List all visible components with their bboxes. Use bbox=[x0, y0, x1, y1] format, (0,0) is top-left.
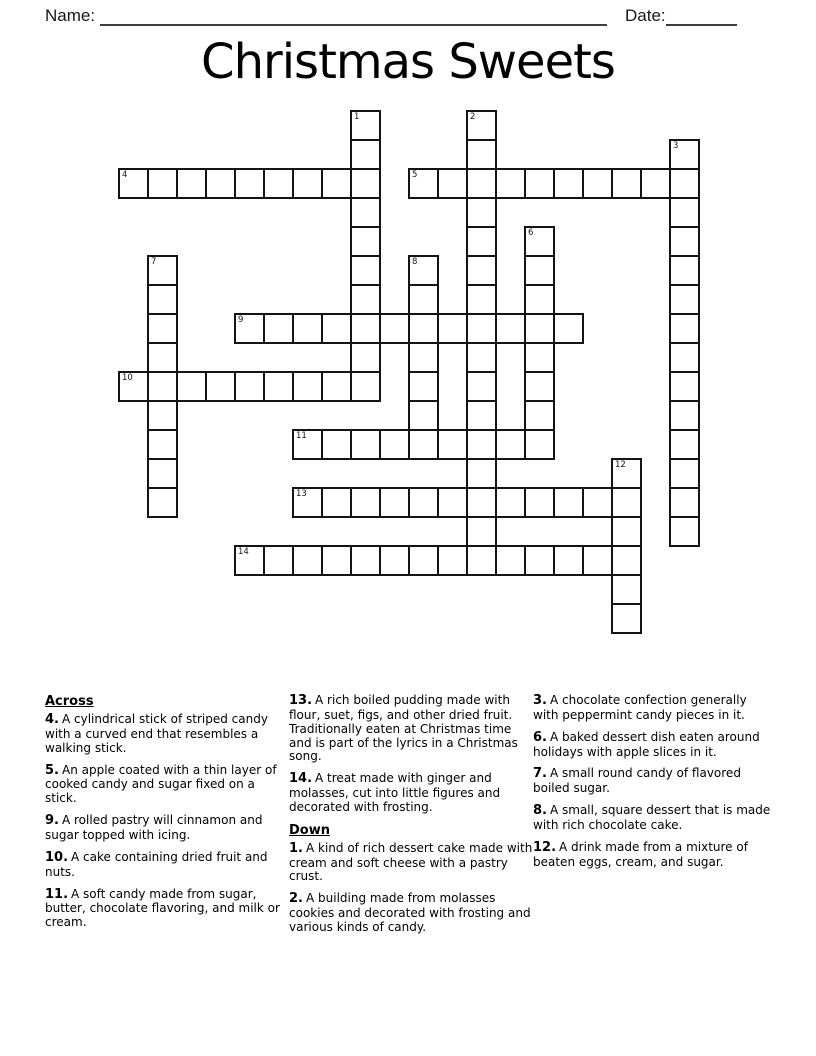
clue-down-1 bbox=[289, 842, 533, 885]
cell-number: 10 bbox=[122, 373, 133, 383]
grid-cell[interactable] bbox=[234, 168, 265, 199]
grid-cell[interactable] bbox=[350, 255, 381, 286]
grid-cell[interactable] bbox=[350, 168, 381, 199]
grid-cell[interactable] bbox=[321, 168, 352, 199]
name-blank-line bbox=[100, 4, 607, 26]
grid-cell[interactable] bbox=[408, 487, 439, 518]
grid-cell[interactable] bbox=[669, 487, 700, 518]
clue-text: A building made from molasses cookies and decorated with frosting and various kinds of candy. bbox=[289, 891, 531, 934]
grid-cell[interactable] bbox=[437, 313, 468, 344]
grid-cell[interactable] bbox=[466, 139, 497, 170]
clue-down-6 bbox=[533, 731, 771, 760]
grid-cell[interactable] bbox=[292, 429, 323, 460]
grid-cell[interactable] bbox=[408, 284, 439, 315]
clue-text: A rich boiled pudding made with flour, suet, figs, and other dried fruit. Traditionally eaten at Christmas time and is part of the lyrics in a Christmas song. bbox=[289, 693, 518, 764]
grid-cell[interactable] bbox=[292, 371, 323, 402]
clue-number: 14. bbox=[289, 771, 313, 787]
grid-cell[interactable] bbox=[669, 342, 700, 373]
grid-cell[interactable] bbox=[292, 545, 323, 576]
grid-cell[interactable] bbox=[234, 371, 265, 402]
grid-cell[interactable] bbox=[350, 139, 381, 170]
grid-cell[interactable] bbox=[611, 168, 642, 199]
grid-cell[interactable] bbox=[437, 545, 468, 576]
grid-cell[interactable] bbox=[524, 545, 555, 576]
clue-text: A small, square dessert that is made with rich chocolate cake. bbox=[533, 803, 771, 833]
grid-cell[interactable] bbox=[263, 545, 294, 576]
date-blank-line bbox=[666, 4, 737, 26]
grid-cell[interactable] bbox=[611, 487, 642, 518]
grid-cell[interactable] bbox=[437, 429, 468, 460]
grid-cell[interactable] bbox=[466, 458, 497, 489]
grid-cell[interactable] bbox=[553, 313, 584, 344]
grid-cell[interactable] bbox=[669, 516, 700, 547]
grid-cell[interactable] bbox=[669, 371, 700, 402]
grid-cell[interactable] bbox=[408, 168, 439, 199]
grid-cell[interactable] bbox=[582, 487, 613, 518]
grid-cell[interactable] bbox=[234, 545, 265, 576]
clue-number: 4. bbox=[45, 712, 59, 727]
clue-text: An apple coated with a thin layer of cooked candy and sugar fixed on a stick. bbox=[45, 762, 277, 806]
grid-cell[interactable] bbox=[466, 487, 497, 518]
grid-cell[interactable] bbox=[553, 545, 584, 576]
grid-cell[interactable] bbox=[466, 168, 497, 199]
clue-down-3 bbox=[533, 694, 771, 723]
grid-cell[interactable] bbox=[524, 487, 555, 518]
grid-cell[interactable] bbox=[524, 226, 555, 257]
grid-cell[interactable] bbox=[669, 313, 700, 344]
grid-cell[interactable] bbox=[379, 429, 410, 460]
grid-cell[interactable] bbox=[495, 487, 526, 518]
grid-cell[interactable] bbox=[321, 313, 352, 344]
cell-number: 13 bbox=[296, 489, 307, 499]
grid-cell[interactable] bbox=[669, 197, 700, 228]
cell-number: 11 bbox=[296, 431, 307, 441]
grid-cell[interactable] bbox=[147, 400, 178, 431]
cell-number: 12 bbox=[615, 460, 626, 470]
clue-text: A cylindrical stick of striped candy with a curved end that resembles a walking stick. bbox=[45, 712, 268, 755]
grid-cell[interactable] bbox=[466, 197, 497, 228]
cell-number: 5 bbox=[412, 170, 418, 180]
grid-cell[interactable] bbox=[147, 168, 178, 199]
grid-cell[interactable] bbox=[205, 168, 236, 199]
cell-number: 14 bbox=[238, 547, 249, 557]
cell-number: 4 bbox=[122, 170, 128, 180]
clue-text: A kind of rich dessert cake made with cream and soft cheese with a pastry crust. bbox=[289, 840, 533, 884]
grid-cell[interactable] bbox=[669, 226, 700, 257]
clue-text: A treat made with ginger and molasses, cut into little figures and decorated with frosting. bbox=[289, 771, 501, 814]
grid-cell[interactable] bbox=[350, 342, 381, 373]
grid-cell[interactable] bbox=[669, 400, 700, 431]
clue-number: 6. bbox=[533, 729, 547, 745]
grid-cell[interactable] bbox=[379, 487, 410, 518]
clue-text: A small round candy of flavored boiled sugar. bbox=[533, 766, 741, 796]
grid-cell[interactable] bbox=[408, 342, 439, 373]
grid-cell[interactable] bbox=[408, 255, 439, 286]
down-section bbox=[289, 823, 533, 935]
grid-cell[interactable] bbox=[147, 284, 178, 315]
grid-cell[interactable] bbox=[408, 545, 439, 576]
grid-cell[interactable] bbox=[176, 168, 207, 199]
grid-cell[interactable] bbox=[408, 429, 439, 460]
clue-across-9 bbox=[45, 814, 283, 843]
grid-cell[interactable] bbox=[408, 313, 439, 344]
clue-across-5 bbox=[45, 764, 283, 807]
grid-cell[interactable] bbox=[350, 429, 381, 460]
grid-cell[interactable] bbox=[611, 516, 642, 547]
clue-across-14 bbox=[289, 772, 533, 815]
grid-cell[interactable] bbox=[524, 371, 555, 402]
clue-number: 3. bbox=[533, 693, 547, 708]
across-section-cont bbox=[289, 694, 533, 815]
grid-cell[interactable] bbox=[147, 371, 178, 402]
name-label: Name: bbox=[45, 6, 96, 25]
clue-number: 2. bbox=[289, 891, 303, 907]
grid-cell[interactable] bbox=[495, 168, 526, 199]
across-section bbox=[45, 694, 283, 930]
grid-cell[interactable] bbox=[466, 313, 497, 344]
clue-number: 12. bbox=[533, 839, 557, 855]
grid-cell[interactable] bbox=[147, 342, 178, 373]
grid-cell[interactable] bbox=[437, 168, 468, 199]
grid-cell[interactable] bbox=[524, 429, 555, 460]
grid-cell[interactable] bbox=[524, 400, 555, 431]
grid-cell[interactable] bbox=[466, 429, 497, 460]
grid-cell[interactable] bbox=[408, 371, 439, 402]
grid-cell[interactable] bbox=[350, 197, 381, 228]
grid-cell[interactable] bbox=[118, 371, 149, 402]
grid-cell[interactable] bbox=[669, 139, 700, 170]
grid-cell[interactable] bbox=[205, 371, 236, 402]
grid-cell[interactable] bbox=[495, 545, 526, 576]
grid-cell[interactable] bbox=[611, 574, 642, 605]
down-header: Down bbox=[289, 822, 330, 838]
grid-cell[interactable] bbox=[147, 487, 178, 518]
grid-cell[interactable] bbox=[292, 313, 323, 344]
grid-cell[interactable] bbox=[611, 458, 642, 489]
clue-number: 11. bbox=[45, 886, 69, 902]
clue-text: A chocolate confection generally with peppermint candy pieces in it. bbox=[533, 693, 747, 722]
clue-number: 5. bbox=[45, 762, 59, 778]
clues-column-3 bbox=[533, 694, 771, 878]
page-title: Christmas Sweets bbox=[201, 34, 615, 90]
grid-cell[interactable] bbox=[147, 458, 178, 489]
clue-number: 9. bbox=[45, 813, 59, 829]
grid-cell[interactable] bbox=[669, 168, 700, 199]
grid-cell[interactable] bbox=[350, 226, 381, 257]
cell-number: 8 bbox=[412, 257, 418, 267]
grid-cell[interactable] bbox=[176, 371, 207, 402]
grid-cell[interactable] bbox=[466, 545, 497, 576]
grid-cell[interactable] bbox=[669, 284, 700, 315]
grid-cell[interactable] bbox=[466, 342, 497, 373]
grid-cell[interactable] bbox=[147, 313, 178, 344]
grid-cell[interactable] bbox=[524, 255, 555, 286]
down-section-cont bbox=[533, 694, 771, 870]
grid-cell[interactable] bbox=[524, 284, 555, 315]
clue-down-8 bbox=[533, 804, 771, 833]
clue-number: 8. bbox=[533, 803, 547, 819]
clue-text: A baked dessert dish eaten around holidays with apple slices in it. bbox=[533, 729, 760, 759]
grid-cell[interactable] bbox=[582, 545, 613, 576]
crossword-grid bbox=[119, 111, 701, 635]
grid-cell[interactable] bbox=[350, 110, 381, 141]
grid-cell[interactable] bbox=[379, 545, 410, 576]
grid-cell[interactable] bbox=[408, 400, 439, 431]
clue-text: A cake containing dried fruit and nuts. bbox=[45, 849, 268, 879]
clue-across-4 bbox=[45, 713, 283, 756]
clue-text: A soft candy made from sugar, butter, chocolate flavoring, and milk or cream. bbox=[45, 886, 280, 930]
clue-down-7 bbox=[533, 767, 771, 796]
grid-cell[interactable] bbox=[321, 545, 352, 576]
grid-cell[interactable] bbox=[495, 313, 526, 344]
grid-cell[interactable] bbox=[466, 110, 497, 141]
across-header: Across bbox=[45, 694, 94, 709]
grid-cell[interactable] bbox=[466, 400, 497, 431]
clue-across-13 bbox=[289, 694, 533, 764]
clue-number: 1. bbox=[289, 840, 303, 856]
grid-cell[interactable] bbox=[669, 429, 700, 460]
grid-cell[interactable] bbox=[379, 313, 410, 344]
grid-cell[interactable] bbox=[263, 168, 294, 199]
clue-down-12 bbox=[533, 841, 771, 870]
grid-cell[interactable] bbox=[350, 545, 381, 576]
grid-cell[interactable] bbox=[495, 429, 526, 460]
grid-cell[interactable] bbox=[321, 429, 352, 460]
grid-cell[interactable] bbox=[292, 487, 323, 518]
grid-cell[interactable] bbox=[466, 255, 497, 286]
clue-across-10 bbox=[45, 851, 283, 880]
clues-column-2 bbox=[289, 694, 533, 943]
grid-cell[interactable] bbox=[147, 429, 178, 460]
grid-cell[interactable] bbox=[524, 313, 555, 344]
grid-cell[interactable] bbox=[321, 487, 352, 518]
clue-across-11 bbox=[45, 888, 283, 931]
grid-cell[interactable] bbox=[611, 603, 642, 634]
cell-number: 3 bbox=[673, 141, 679, 151]
clue-down-2 bbox=[289, 892, 533, 935]
grid-cell[interactable] bbox=[263, 371, 294, 402]
grid-cell[interactable] bbox=[350, 313, 381, 344]
grid-cell[interactable] bbox=[321, 371, 352, 402]
grid-cell[interactable] bbox=[553, 487, 584, 518]
clue-number: 10. bbox=[45, 849, 69, 865]
grid-cell[interactable] bbox=[350, 284, 381, 315]
grid-cell[interactable] bbox=[553, 168, 584, 199]
clue-number: 7. bbox=[533, 766, 547, 782]
grid-cell[interactable] bbox=[640, 168, 671, 199]
cell-number: 9 bbox=[238, 315, 244, 325]
grid-cell[interactable] bbox=[466, 284, 497, 315]
date-label: Date: bbox=[625, 6, 666, 25]
clue-number: 13. bbox=[289, 693, 313, 708]
grid-cell[interactable] bbox=[466, 371, 497, 402]
grid-cell[interactable] bbox=[118, 168, 149, 199]
grid-cell[interactable] bbox=[437, 487, 468, 518]
grid-cell[interactable] bbox=[292, 168, 323, 199]
grid-cell[interactable] bbox=[350, 371, 381, 402]
grid-cell[interactable] bbox=[234, 313, 265, 344]
cell-number: 6 bbox=[528, 228, 534, 238]
grid-cell[interactable] bbox=[611, 545, 642, 576]
cell-number: 2 bbox=[470, 112, 476, 122]
cell-number: 7 bbox=[151, 257, 157, 267]
clue-text: A rolled pastry will cinnamon and sugar topped with icing. bbox=[45, 813, 263, 842]
grid-cell[interactable] bbox=[350, 487, 381, 518]
clues-column-1 bbox=[45, 694, 283, 938]
grid-cell[interactable] bbox=[582, 168, 613, 199]
grid-cell[interactable] bbox=[147, 255, 178, 286]
grid-cell[interactable] bbox=[524, 342, 555, 373]
cell-number: 1 bbox=[354, 112, 360, 122]
grid-cell[interactable] bbox=[263, 313, 294, 344]
grid-cell[interactable] bbox=[466, 516, 497, 547]
grid-cell[interactable] bbox=[524, 168, 555, 199]
grid-cell[interactable] bbox=[466, 226, 497, 257]
grid-cell[interactable] bbox=[669, 458, 700, 489]
clue-text: A drink made from a mixture of beaten eggs, cream, and sugar. bbox=[533, 839, 748, 869]
grid-cell[interactable] bbox=[669, 255, 700, 286]
